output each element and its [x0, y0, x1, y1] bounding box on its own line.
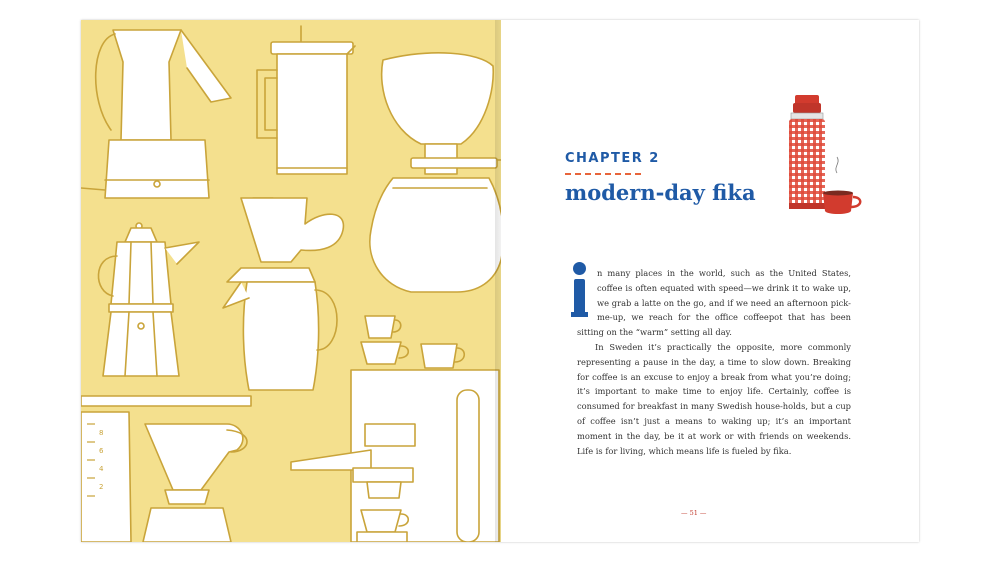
page-number: — 51 —	[681, 509, 707, 517]
right-page	[501, 20, 919, 542]
chapter-label: CHAPTER 2	[565, 151, 660, 166]
measuring-cup-label: 6	[99, 447, 104, 455]
measuring-cup-label: 4	[99, 465, 104, 473]
thermos-cup-icon	[771, 65, 871, 215]
measuring-cup-label: 8	[99, 429, 104, 437]
chapter-body-text	[577, 266, 851, 458]
coffee-equipment-illustration	[81, 20, 501, 542]
chapter-title: modern-day fika	[565, 180, 756, 205]
drop-cap	[571, 262, 591, 318]
book-spread	[81, 20, 919, 542]
paragraph-1-text: n many places in the world, such as the United States, coffee is often equated with speed—we drink it to wake up, we grab a latte on the go, and if we need an afternoon pick-me-up, we reach for the office coffeepot that has been sitting on the “warm” setting all day.	[577, 268, 851, 338]
paragraph-1	[577, 266, 851, 340]
paragraph-2: In Sweden it’s practically the opposite, more commonly representing a pause in the day, a time to slow down. Breaking for coffee is an excuse to enjoy a break from what you’re doing; it’s important to make time to enjoy life. Certainly, coffee is consumed for breakfast in many Swedish house-holds, but a cup of coffee isn’t just a means to waking up; it’s an important moment in the day, be it at work or with friends on weekends. Life is for living, which means life is fueled by fika.	[577, 341, 851, 456]
dashed-divider	[565, 173, 641, 175]
coffee-equipment-svg	[81, 20, 501, 542]
measuring-cup-icon	[81, 412, 131, 542]
measuring-cup-label: 2	[99, 483, 104, 491]
shelf-icon	[81, 396, 251, 406]
